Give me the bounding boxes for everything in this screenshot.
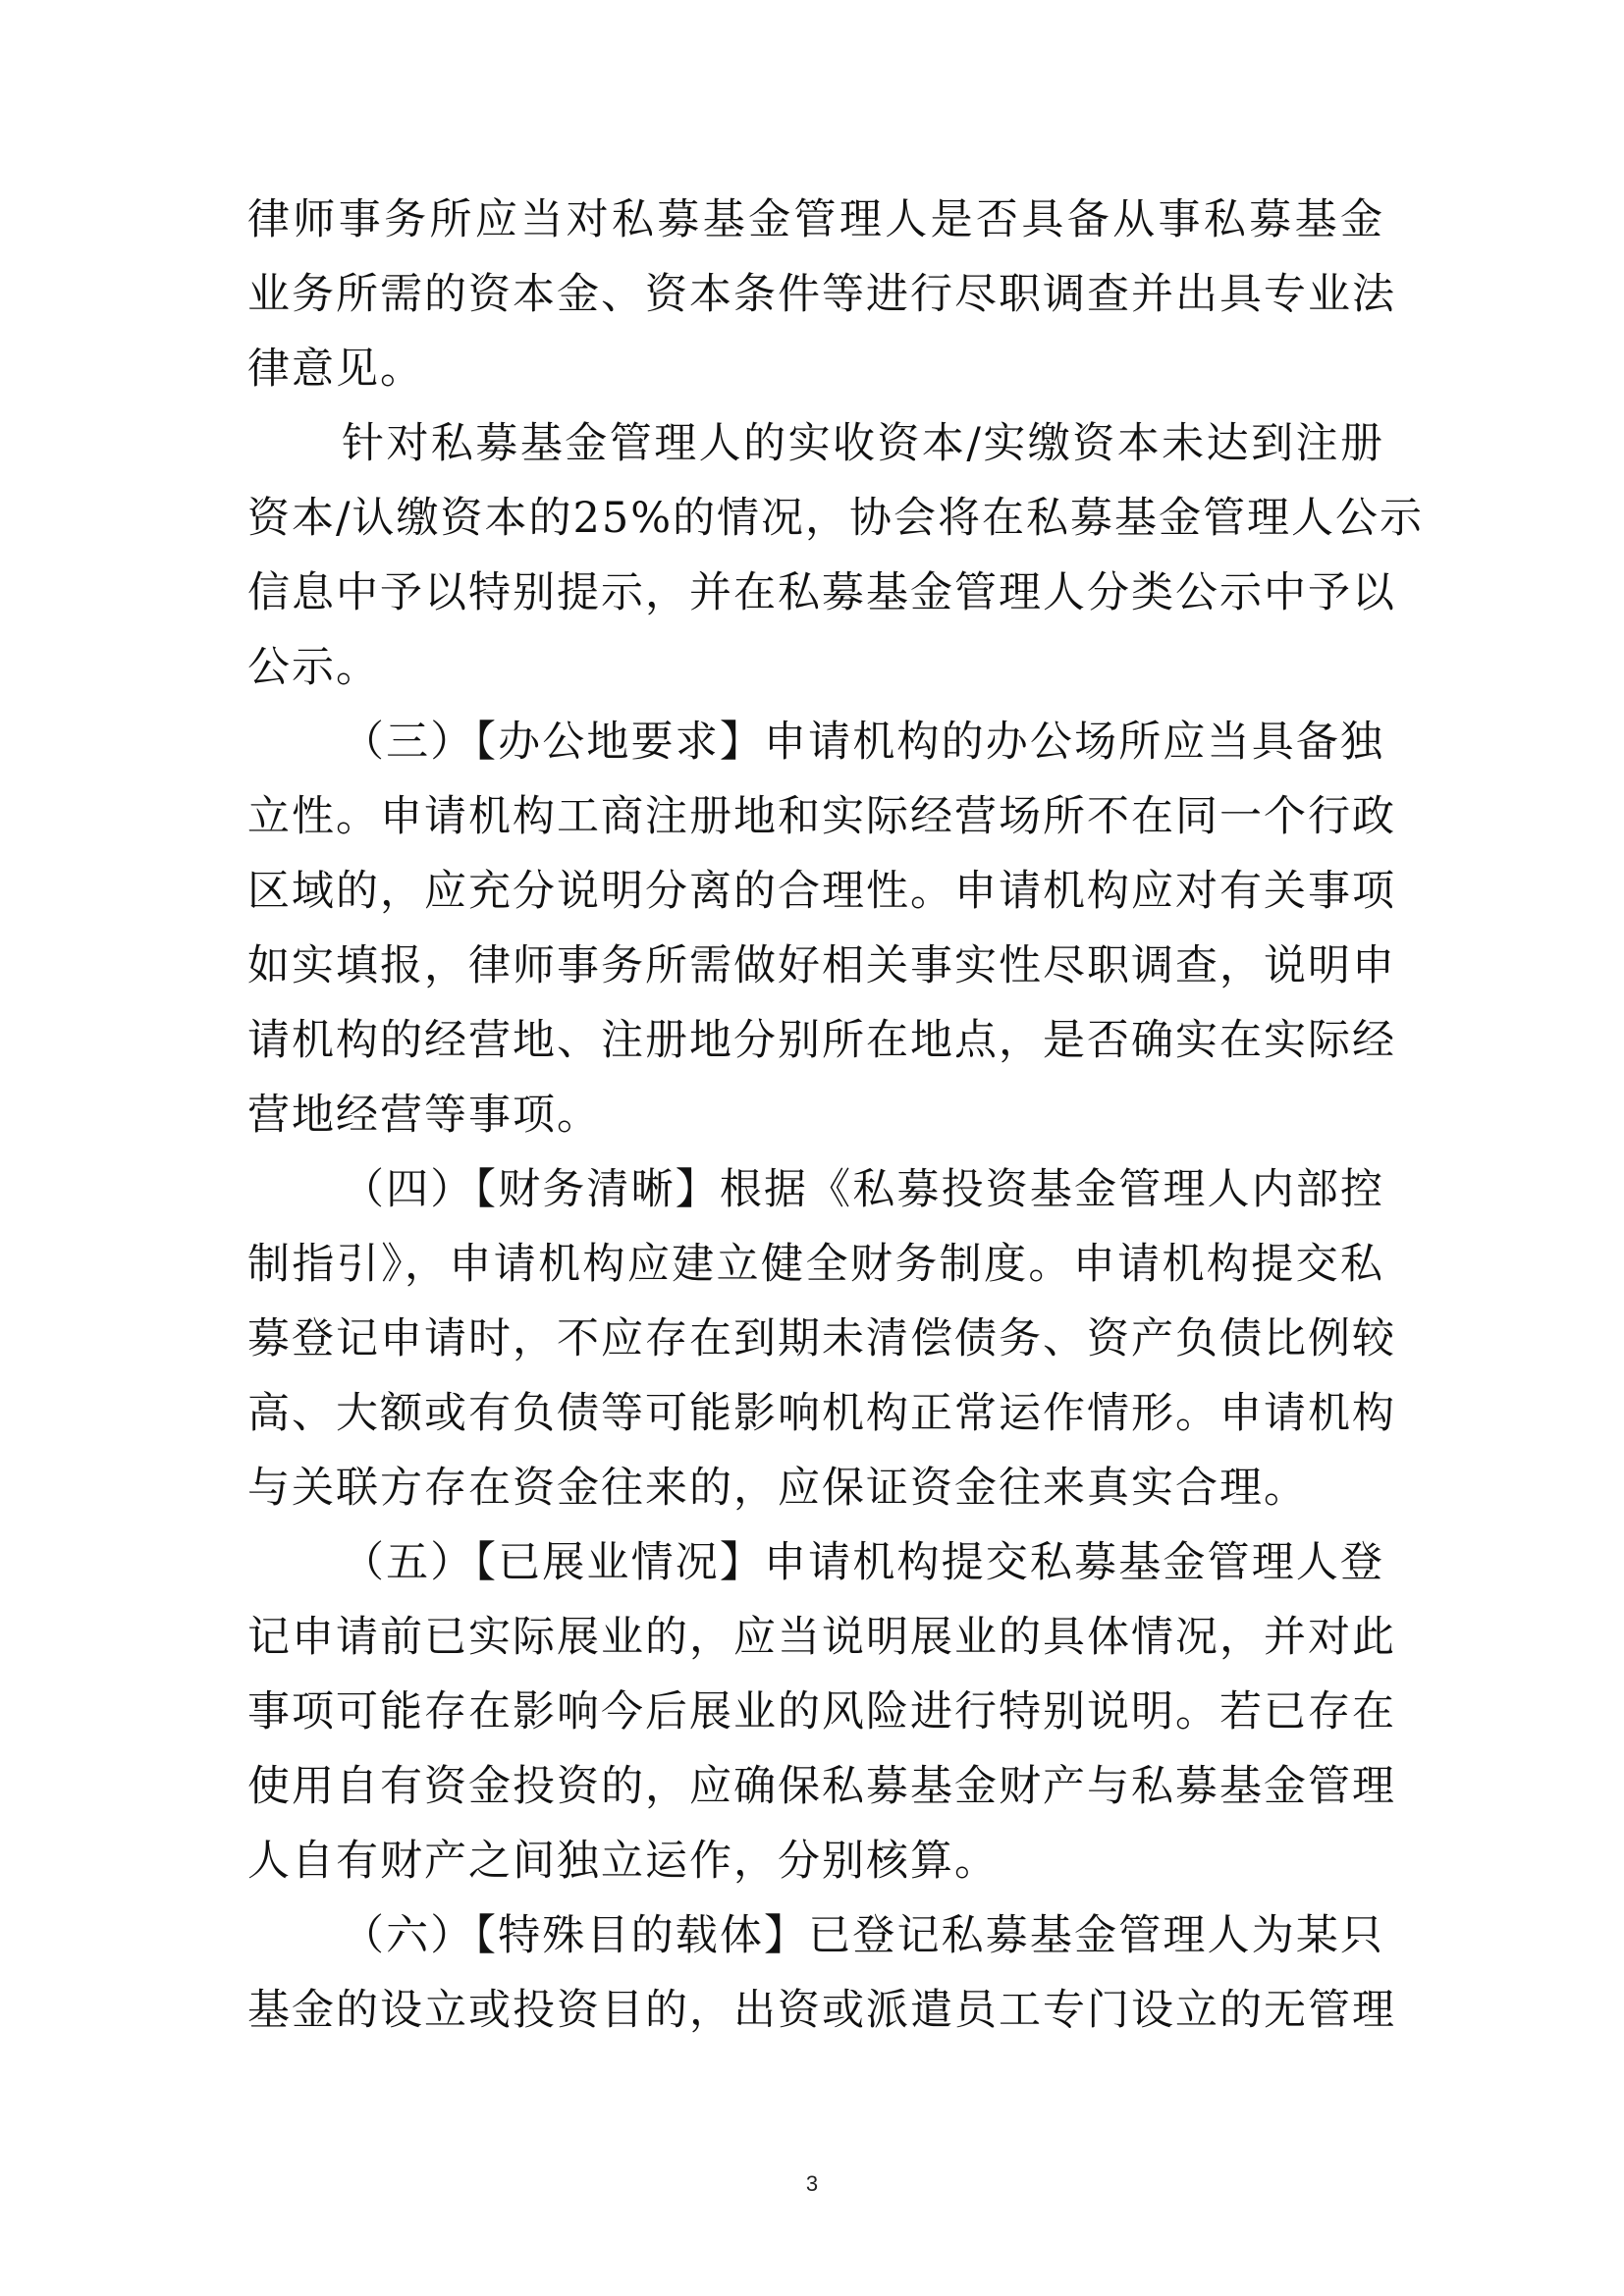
text-line: 业务所需的资本金、资本条件等进行尽职调查并出具专业法 bbox=[247, 270, 1396, 319]
text-line: 资本/认缴资本的25%的情况，协会将在私募基金管理人公示 bbox=[247, 494, 1425, 543]
text-line: 请机构的经营地、注册地分别所在地点，是否确实在实际经 bbox=[247, 1016, 1396, 1065]
text-line: 使用自有资金投资的，应确保私募基金财产与私募基金管理 bbox=[247, 1762, 1396, 1811]
text-line: 立性。申请机构工商注册地和实际经营场所不在同一个行政 bbox=[247, 792, 1396, 841]
page-number: 3 bbox=[805, 2171, 819, 2196]
text-line: 信息中予以特别提示，并在私募基金管理人分类公示中予以 bbox=[247, 568, 1396, 617]
text-line: 制指引》，申请机构应建立健全财务制度。申请机构提交私 bbox=[247, 1240, 1384, 1289]
text-line: 营地经营等事项。 bbox=[247, 1091, 601, 1140]
text-line: 公示。 bbox=[247, 643, 380, 692]
section-heading-line: （六）【特殊目的载体】已登记私募基金管理人为某只 bbox=[342, 1911, 1384, 1960]
section-heading-line: （三）【办公地要求】申请机构的办公场所应当具备独 bbox=[342, 718, 1384, 767]
paragraph-start-line: 针对私募基金管理人的实收资本/实缴资本未达到注册 bbox=[342, 419, 1384, 468]
text-line: 人自有财产之间独立运作，分别核算。 bbox=[247, 1837, 999, 1886]
section-heading-line: （五）【已展业情况】申请机构提交私募基金管理人登 bbox=[342, 1538, 1384, 1587]
text-line: 高、大额或有负债等可能影响机构正常运作情形。申请机构 bbox=[247, 1389, 1396, 1438]
text-line: 如实填报，律师事务所需做好相关事实性尽职调查，说明申 bbox=[247, 941, 1396, 990]
text-line: 与关联方存在资金往来的，应保证资金往来真实合理。 bbox=[247, 1464, 1308, 1513]
section-heading-line: （四）【财务清晰】根据《私募投资基金管理人内部控 bbox=[342, 1165, 1384, 1214]
text-line: 区域的，应充分说明分离的合理性。申请机构应对有关事项 bbox=[247, 867, 1396, 916]
body-text bbox=[247, 183, 1425, 2048]
text-line: 基金的设立或投资目的，出资或派遣员工专门设立的无管理 bbox=[247, 1986, 1396, 2035]
text-line: 事项可能存在影响今后展业的风险进行特别说明。若已存在 bbox=[247, 1687, 1396, 1736]
text-line: 律师事务所应当对私募基金管理人是否具备从事私募基金 bbox=[247, 195, 1384, 244]
text-line: 律意见。 bbox=[247, 345, 424, 394]
text-line: 募登记申请时，不应存在到期未清偿债务、资产负债比例较 bbox=[247, 1314, 1396, 1363]
text-line: 记申请前已实际展业的，应当说明展业的具体情况，并对此 bbox=[247, 1613, 1396, 1662]
